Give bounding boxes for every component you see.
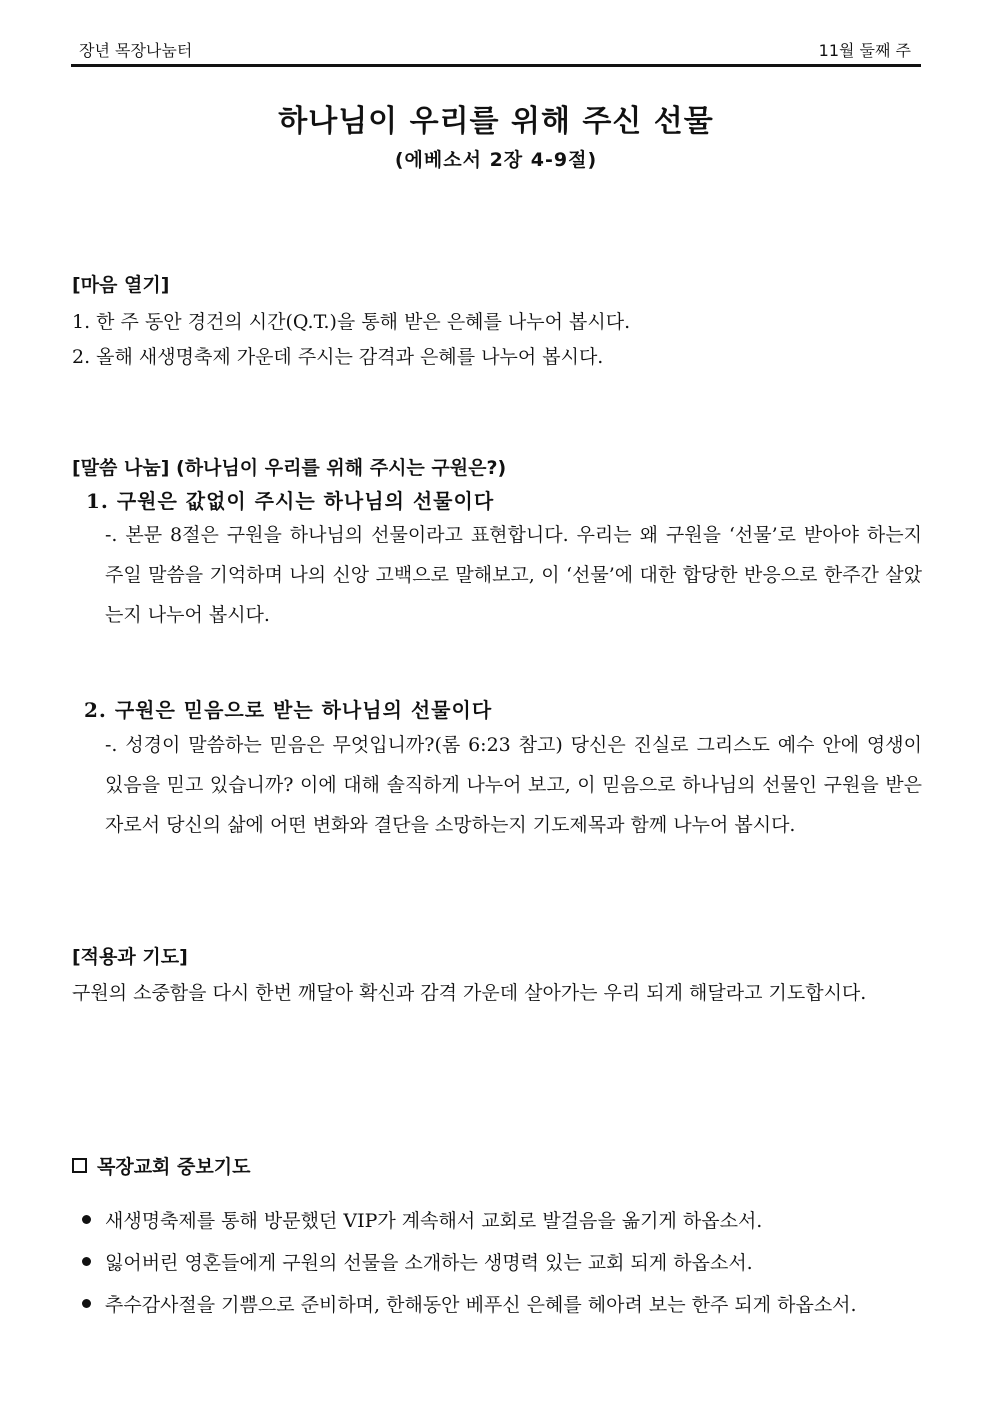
point-title: 2. 구원은 믿음으로 받는 하나님의 선물이다 [84, 698, 493, 722]
list-item-text: 잃어버린 영혼들에게 구원의 선물을 소개하는 생명력 있는 교회 되게 하옵소서. [105, 1251, 753, 1274]
page-title: 하나님이 우리를 위해 주신 선물 [278, 104, 714, 139]
checkbox-icon [72, 1158, 87, 1173]
list-item-text: 새생명축제를 통해 방문했던 VIP가 계속해서 교회로 발걸음을 옮기게 하옵소서. [105, 1209, 763, 1232]
header-group-name: 장년 목장나눔터 [79, 41, 193, 60]
intercession-heading-text: 목장교회 중보기도 [97, 1156, 251, 1178]
point-body: -. 성경이 말씀하는 믿음은 무엇입니까?(롬 6:23 참고) 당신은 진실로 그리스도 예수 안에 영생이 있음을 믿고 있습니까? 이에 대해 솔직하게 나누어 보고, 이 믿음으로 하나님의 선물인 구원을 받은 자로서 당신의 삶에 어떤 변화와 결단을 소망하는지 기도제목과 함께 나누어 봅시다. [105, 734, 922, 836]
header-divider [71, 64, 921, 67]
list-item-text: 추수감사절을 기쁨으로 준비하며, 한해동안 베푸신 은혜를 헤아려 보는 한주 되게 하옵소서. [105, 1293, 857, 1316]
list-item [82, 1240, 932, 1282]
opening-item: 1. 한 주 동안 경건의 시간(Q.T.)을 통해 받은 은혜를 나누어 봅시다. [72, 311, 631, 333]
application-heading: [적용과 기도] [72, 946, 188, 968]
point-title: 1. 구원은 값없이 주시는 하나님의 선물이다 [86, 489, 495, 513]
opening-item: 2. 올해 새생명축제 가운데 주시는 감격과 은혜를 나누어 봅시다. [72, 346, 604, 368]
bullet-icon [82, 1299, 91, 1308]
intercession-heading [72, 1152, 250, 1179]
opening-heading: [마음 열기] [72, 274, 170, 296]
bullet-icon [82, 1215, 91, 1224]
list-item [82, 1198, 932, 1240]
bullet-icon [82, 1257, 91, 1266]
word-heading: [말씀 나눔] (하나님이 우리를 위해 주시는 구원은?) [72, 457, 507, 479]
header-week: 11월 둘째 주 [818, 41, 911, 60]
application-body: 구원의 소중함을 다시 한번 깨달아 확신과 감격 가운데 살아가는 우리 되게 해달라고 기도합시다. [72, 982, 867, 1004]
intercession-list [82, 1198, 932, 1324]
list-item [82, 1282, 932, 1324]
scripture-reference: (에베소서 2장 4-9절) [394, 149, 598, 171]
point-body: -. 본문 8절은 구원을 하나님의 선물이라고 표현합니다. 우리는 왜 구원을 ‘선물’로 받아야 하는지 주일 말씀을 기억하며 나의 신앙 고백으로 말해보고, 이 ‘선물’에 대한 합당한 반응으로 한주간 살았는지 나누어 봅시다. [105, 524, 922, 626]
page-header [71, 34, 921, 64]
